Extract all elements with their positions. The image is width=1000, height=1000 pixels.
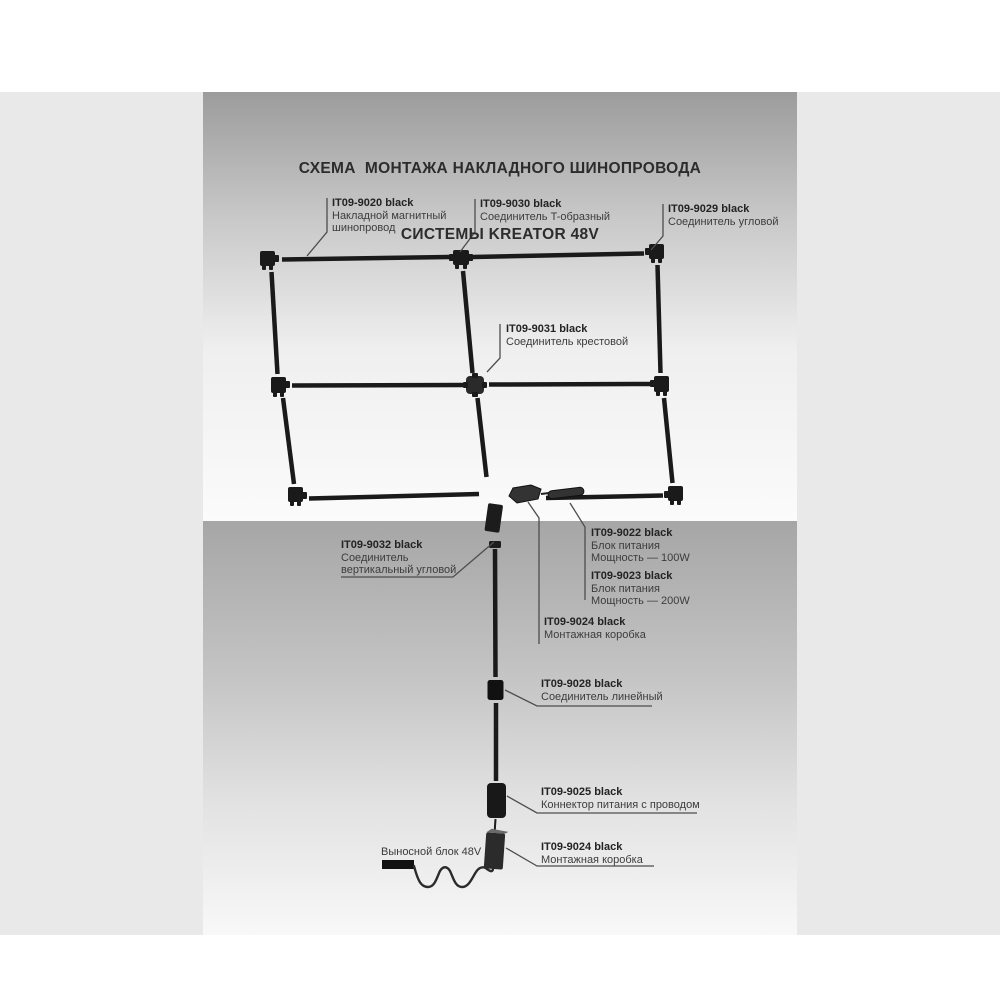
label-remote-block-48v: Выносной блок 48V — [381, 846, 482, 858]
power-cord-wave — [414, 866, 493, 887]
label-desc: вертикальный угловой — [341, 564, 457, 577]
label-code: IT09-9025 black — [541, 786, 623, 798]
label-desc: Монтажная коробка — [541, 853, 643, 866]
t-connector-node-middle-right — [650, 376, 669, 396]
power-feed-connector — [487, 783, 506, 818]
label-desc: Блок питания — [591, 582, 660, 595]
vertical-corner-connector — [484, 503, 503, 548]
label-it09-9029 — [668, 203, 779, 228]
remote-48v-block — [382, 860, 414, 869]
corner-connector-node-bottom-right — [664, 486, 683, 505]
label-it09-9020 — [332, 197, 446, 235]
t-connector-node-middle-left — [271, 377, 290, 397]
cross-connector-node-center — [463, 373, 487, 397]
label-it09-9028 — [541, 678, 663, 703]
label-code: IT09-9024 black — [544, 616, 626, 628]
label-desc: Мощность — 200W — [591, 595, 690, 608]
label-code: IT09-9031 black — [506, 323, 588, 335]
label-it09-9025 — [541, 786, 700, 811]
label-code: IT09-9024 black — [541, 841, 623, 853]
label-it09-9030 — [480, 198, 610, 223]
label-it09-9024-bottom — [541, 841, 643, 866]
diagram-title-line2: СИСТЕМЫ KREATOR 48V — [400, 226, 600, 243]
label-desc: Монтажная коробка — [544, 628, 646, 641]
label-desc: Соединитель линейный — [541, 690, 663, 703]
label-desc: Соединитель крестовой — [506, 335, 629, 348]
label-it09-9024-top — [544, 616, 646, 641]
label-it09-9032 — [341, 539, 456, 577]
label-desc: Коннектор питания с проводом — [541, 798, 700, 811]
label-desc: Мощность — 100W — [591, 552, 690, 565]
label-desc: Блок питания — [591, 539, 660, 552]
label-code: IT09-9022 black — [591, 527, 673, 539]
label-desc: шинопровод — [332, 222, 396, 235]
label-code: IT09-9028 black — [541, 678, 623, 690]
label-code: IT09-9032 black — [341, 539, 423, 551]
corner-connector-node-bottom-left — [288, 487, 307, 506]
power-supply-assembly — [509, 485, 584, 503]
label-code: IT09-9030 black — [480, 198, 562, 210]
label-desc: Соединитель — [341, 551, 409, 564]
label-it09-9022 — [591, 527, 690, 565]
label-it09-9031 — [506, 323, 628, 348]
label-code: IT09-9020 black — [332, 197, 414, 209]
mounting-box-inline — [509, 485, 541, 503]
label-code: IT09-9023 black — [591, 570, 673, 582]
mounting-box-bottom — [484, 828, 509, 869]
label-desc: Накладной магнитный — [332, 209, 447, 222]
diagram-title-line1: СХЕМА МОНТАЖА НАКЛАДНОГО ШИНОПРОВОДА — [298, 160, 702, 177]
label-desc: Соединитель T-образный — [480, 210, 611, 223]
label-desc: Соединитель угловой — [668, 215, 779, 228]
linear-connector — [488, 680, 504, 700]
label-code: IT09-9029 black — [668, 203, 750, 215]
label-it09-9023 — [591, 570, 690, 608]
